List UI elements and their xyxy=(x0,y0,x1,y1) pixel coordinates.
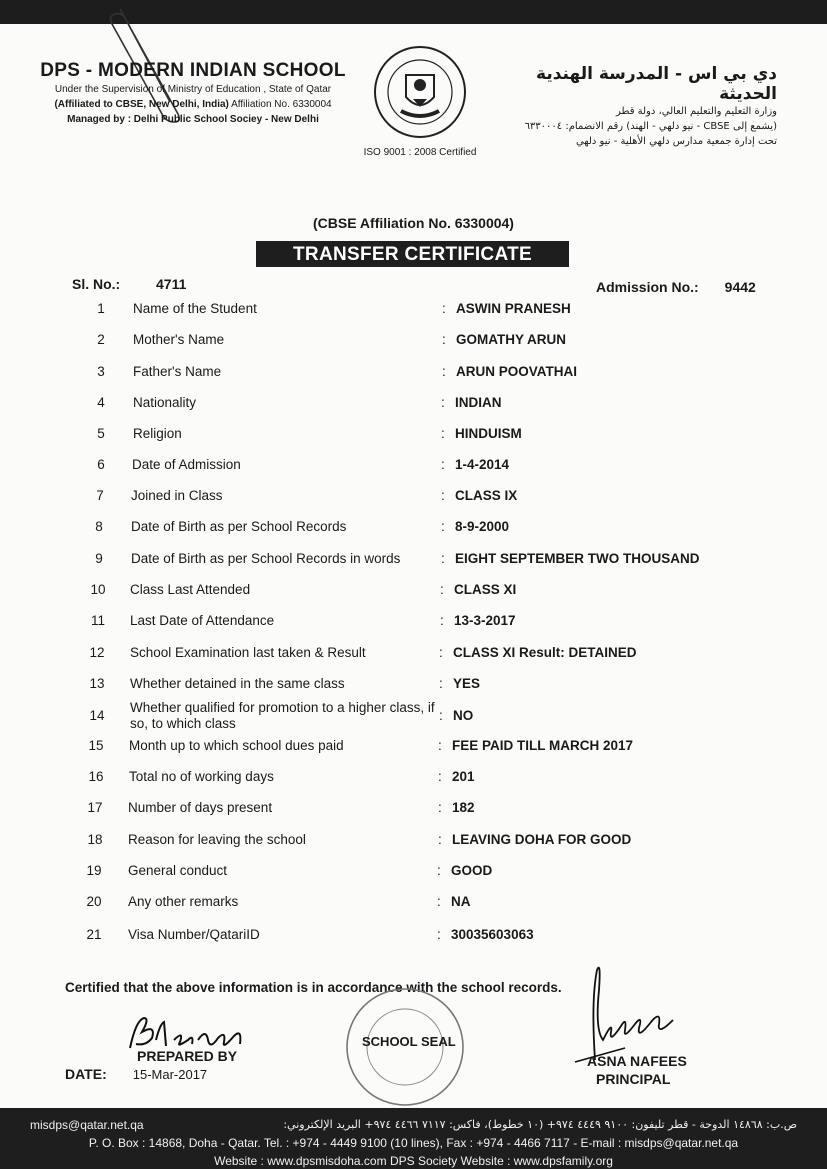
row-number: 20 xyxy=(86,894,102,909)
row-separator: : xyxy=(441,426,445,441)
row-separator: : xyxy=(438,769,442,784)
row-value: 201 xyxy=(452,769,475,784)
row-separator: : xyxy=(438,832,442,847)
row-value: ASWIN PRANESH xyxy=(456,301,571,316)
serial-number-value: 4711 xyxy=(156,276,187,292)
school-logo-icon xyxy=(373,45,467,139)
school-seal-label: SCHOOL SEAL xyxy=(362,1034,456,1049)
row-label: Joined in Class xyxy=(131,488,223,503)
row-value: GOOD xyxy=(451,863,493,878)
row-number: 19 xyxy=(86,863,102,878)
serial-number-label: Sl. No.: xyxy=(72,276,121,292)
footer-website: Website : www.dpsmisdoha.com DPS Society Website : www.dpsfamily.org xyxy=(214,1154,613,1168)
school-header-english xyxy=(38,60,348,127)
row-number: 10 xyxy=(90,582,106,597)
row-value: NA xyxy=(451,894,471,909)
row-label: Class Last Attended xyxy=(130,582,251,597)
row-number: 11 xyxy=(90,613,105,628)
row-number: 3 xyxy=(97,364,105,379)
row-label: Date of Admission xyxy=(132,457,241,472)
row-value: ARUN POOVATHAI xyxy=(456,364,577,379)
footer-arabic-contact: ص.ب: ١٤٨٦٨ الدوحة - قطر تليفون: ٩١٠٠ ٤٤٤٩ ٩٧٤+ (١٠ خطوط)، فاكس: ٧١١٧ ٤٤٦٦ ٩٧٤+ البريد الإلكتروني: xyxy=(283,1118,797,1131)
row-number: 4 xyxy=(97,395,105,410)
row-separator: : xyxy=(441,457,445,472)
row-label: Whether detained in the same class xyxy=(130,676,345,691)
row-separator: : xyxy=(441,488,445,503)
admission-number-label: Admission No.: xyxy=(596,279,699,295)
row-label: Name of the Student xyxy=(133,301,257,316)
row-separator: : xyxy=(437,927,441,942)
row-value: 8-9-2000 xyxy=(455,519,510,534)
row-label: Visa Number/QatariID xyxy=(128,927,260,942)
row-separator: : xyxy=(439,645,443,660)
row-separator: : xyxy=(440,613,444,628)
row-value: 30035603063 xyxy=(451,927,534,942)
row-separator: : xyxy=(442,301,446,316)
row-value: GOMATHY ARUN xyxy=(456,332,566,347)
row-separator: : xyxy=(442,364,446,379)
row-separator: : xyxy=(441,395,445,410)
admission-number xyxy=(596,279,756,295)
row-separator: : xyxy=(437,863,441,878)
certificate-title: TRANSFER CERTIFICATE xyxy=(256,241,569,267)
row-number: 17 xyxy=(87,800,103,815)
row-number: 2 xyxy=(97,332,105,347)
row-value: 1-4-2014 xyxy=(455,457,510,472)
principal-label: PRINCIPAL xyxy=(596,1071,671,1087)
iso-certification: ISO 9001 : 2008 Certified xyxy=(363,147,477,158)
row-number: 15 xyxy=(88,738,104,753)
row-value: NO xyxy=(453,708,474,723)
row-value: HINDUISM xyxy=(455,426,522,441)
row-number: 13 xyxy=(89,676,105,691)
row-value: 182 xyxy=(452,800,475,815)
row-label: Total no of working days xyxy=(129,769,274,784)
affiliation-line: (Affiliated to CBSE, New Delhi, India) Affiliation No. 6330004 xyxy=(54,99,332,110)
certification-statement: Certified that the above information is in accordance with the school records. xyxy=(65,980,562,995)
school-name: DPS - MODERN INDIAN SCHOOL xyxy=(40,60,346,81)
row-label: Nationality xyxy=(133,395,197,410)
admission-number-value: 9442 xyxy=(724,279,756,295)
row-value: EIGHT SEPTEMBER TWO THOUSAND xyxy=(455,551,700,566)
row-value: LEAVING DOHA FOR GOOD xyxy=(452,832,632,847)
row-label: Whether qualified for promotion to a higher class, if so, to which class xyxy=(130,700,435,731)
ministry-line-arabic: وزارة التعليم والتعليم العالي، دولة قطر xyxy=(615,106,777,117)
row-number: 21 xyxy=(86,927,102,942)
row-label: General conduct xyxy=(128,863,228,878)
issue-date xyxy=(65,1066,207,1082)
row-value: CLASS XI Result: DETAINED xyxy=(453,645,637,660)
row-separator: : xyxy=(442,332,446,347)
row-label: Last Date of Attendance xyxy=(130,613,275,628)
row-separator: : xyxy=(437,894,441,909)
row-label: Religion xyxy=(133,426,182,441)
row-value: INDIAN xyxy=(455,395,502,410)
row-number: 8 xyxy=(95,519,103,534)
cbse-affiliation: (CBSE Affiliation No. 6330004) xyxy=(313,215,514,231)
school-name-arabic: دي بي اس - المدرسة الهندية الحديثة xyxy=(536,64,777,104)
row-number: 7 xyxy=(96,488,104,503)
row-label: Date of Birth as per School Records in words xyxy=(131,551,401,566)
row-label: Father's Name xyxy=(133,364,222,379)
school-header-arabic xyxy=(477,64,777,149)
row-separator: : xyxy=(439,708,443,723)
row-label: Any other remarks xyxy=(128,894,239,909)
row-label: Mother's Name xyxy=(133,332,225,347)
managed-by-line-arabic: تحت إدارة جمعية مدارس دلهي الأهلية - نيو دلهي xyxy=(575,136,777,147)
date-label: DATE: xyxy=(65,1066,107,1082)
row-value: CLASS IX xyxy=(455,488,518,503)
supervision-line: Under the Supervision of Ministry of Education , State of Qatar xyxy=(54,84,332,95)
footer-email: misdps@qatar.net.qa xyxy=(30,1118,144,1132)
prepared-by-label: PREPARED BY xyxy=(137,1048,238,1064)
contact-footer xyxy=(0,1108,827,1169)
row-value: CLASS XI xyxy=(454,582,517,597)
principal-name: ASNA NAFEES xyxy=(587,1053,687,1069)
row-number: 6 xyxy=(97,457,105,472)
row-value: YES xyxy=(453,676,481,691)
row-separator: : xyxy=(438,800,442,815)
managed-by-line: Managed by : Delhi Public School Sociey - New Delhi xyxy=(67,114,319,125)
row-value: 13-3-2017 xyxy=(454,613,516,628)
date-value: 15-Mar-2017 xyxy=(132,1067,208,1082)
row-number: 5 xyxy=(97,426,105,441)
serial-number xyxy=(72,276,187,292)
row-label: Month up to which school dues paid xyxy=(129,738,344,753)
row-separator: : xyxy=(439,676,443,691)
row-label: Date of Birth as per School Records xyxy=(131,519,347,534)
row-label: School Examination last taken & Result xyxy=(130,645,366,660)
affiliation-line-arabic: (يشمع إلى CBSE - نيو دلهي - الهند) رقم الانضمام: ٦٣٣٠٠٠٤ xyxy=(524,121,777,132)
row-number: 9 xyxy=(95,551,103,566)
row-number: 16 xyxy=(88,769,104,784)
row-label: Reason for leaving the school xyxy=(128,832,306,847)
row-value: FEE PAID TILL MARCH 2017 xyxy=(452,738,634,753)
row-separator: : xyxy=(440,582,444,597)
row-number: 14 xyxy=(89,708,105,723)
principal-signature-icon xyxy=(565,960,685,1065)
row-separator: : xyxy=(441,519,445,534)
row-separator: : xyxy=(438,738,442,753)
row-number: 12 xyxy=(89,645,105,660)
row-label: Number of days present xyxy=(128,800,273,815)
footer-address: P. O. Box : 14868, Doha - Qatar. Tel. : +974 - 4449 9100 (10 lines), Fax : +974 - 4466 7117 - E-mail : misdps@qatar.net.qa xyxy=(88,1136,739,1150)
row-number: 1 xyxy=(97,301,105,316)
row-number: 18 xyxy=(87,832,103,847)
row-separator: : xyxy=(441,551,445,566)
